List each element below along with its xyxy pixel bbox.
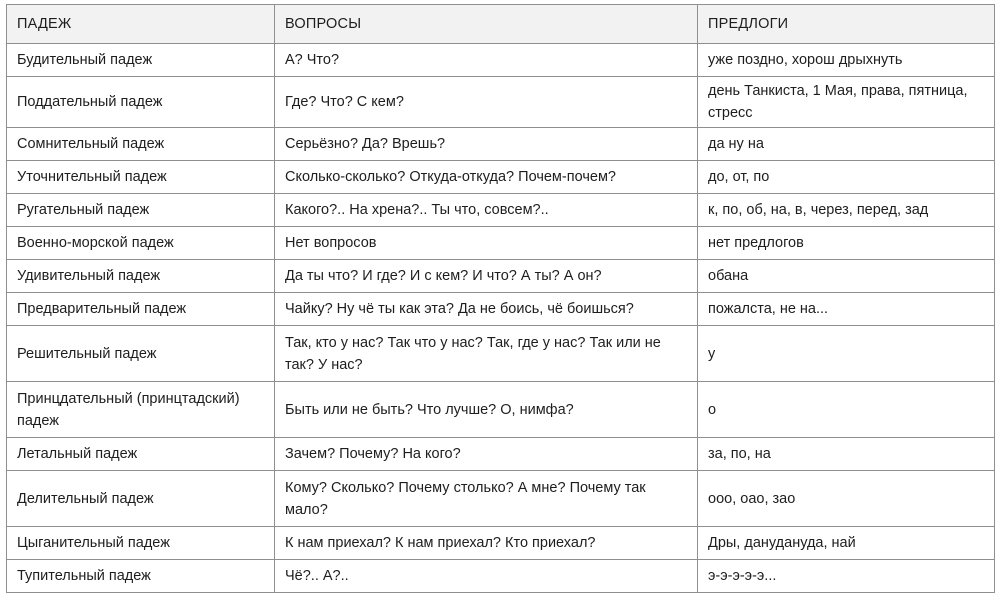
cases-table [6,4,995,593]
questions-cell: Серьёзно? Да? Врешь? [275,128,698,161]
questions-cell: К нам приехал? К нам приехал? Кто приехал? [275,527,698,560]
questions-cell: Какого?.. На хрена?.. Ты что, совсем?.. [275,194,698,227]
case-cell: Предварительный падеж [7,293,275,326]
questions-cell: Да ты что? И где? И с кем? И что? А ты? А он? [275,260,698,293]
prepositions-cell: до, от, по [698,161,995,194]
header-questions: ВОПРОСЫ [275,5,698,44]
questions-cell: Чайку? Ну чё ты как эта? Да не боись, чё боишься? [275,293,698,326]
table-row [7,77,995,128]
prepositions-cell: о [698,382,995,438]
case-cell: Поддательный падеж [7,77,275,128]
table-row [7,560,995,593]
case-cell: Военно-морской падеж [7,227,275,260]
table-row [7,527,995,560]
case-cell: Летальный падеж [7,438,275,471]
case-cell: Ругательный падеж [7,194,275,227]
case-cell: Принцдательный (принцтадский) падеж [7,382,275,438]
case-cell: Будительный падеж [7,44,275,77]
prepositions-cell: у [698,326,995,382]
table-row [7,471,995,527]
prepositions-cell: нет предлогов [698,227,995,260]
case-cell: Делительный падеж [7,471,275,527]
prepositions-cell: пожалста, не на... [698,293,995,326]
prepositions-cell: за, по, на [698,438,995,471]
questions-cell: Нет вопросов [275,227,698,260]
questions-cell: Так, кто у нас? Так что у нас? Так, где у нас? Так или не так? У нас? [275,326,698,382]
questions-cell: Зачем? Почему? На кого? [275,438,698,471]
prepositions-cell: Дры, данудануда, най [698,527,995,560]
questions-cell: Сколько-сколько? Откуда-откуда? Почем-почем? [275,161,698,194]
prepositions-cell: э-э-э-э-э... [698,560,995,593]
table-row [7,227,995,260]
case-cell: Уточнительный падеж [7,161,275,194]
questions-cell: Быть или не быть? Что лучше? О, нимфа? [275,382,698,438]
table-row [7,326,995,382]
table-row [7,293,995,326]
case-cell: Удивительный падеж [7,260,275,293]
prepositions-cell: к, по, об, на, в, через, перед, зад [698,194,995,227]
prepositions-cell: уже поздно, хорош дрыхнуть [698,44,995,77]
prepositions-cell: день Танкиста, 1 Мая, права, пятница, стресс [698,77,995,128]
prepositions-cell: да ну на [698,128,995,161]
header-prepositions: ПРЕДЛОГИ [698,5,995,44]
table-row [7,128,995,161]
questions-cell: А? Что? [275,44,698,77]
case-cell: Цыганительный падеж [7,527,275,560]
questions-cell: Где? Что? С кем? [275,77,698,128]
case-cell: Сомнительный падеж [7,128,275,161]
table-row [7,194,995,227]
prepositions-cell: обана [698,260,995,293]
table-row [7,382,995,438]
header-row [7,5,995,44]
questions-cell: Чё?.. А?.. [275,560,698,593]
questions-cell: Кому? Сколько? Почему столько? А мне? Почему так мало? [275,471,698,527]
header-case: ПАДЕЖ [7,5,275,44]
prepositions-cell: ооо, оао, зао [698,471,995,527]
table-row [7,438,995,471]
table-row [7,260,995,293]
case-cell: Решительный падеж [7,326,275,382]
table-row [7,44,995,77]
case-cell: Тупительный падеж [7,560,275,593]
table-row [7,161,995,194]
